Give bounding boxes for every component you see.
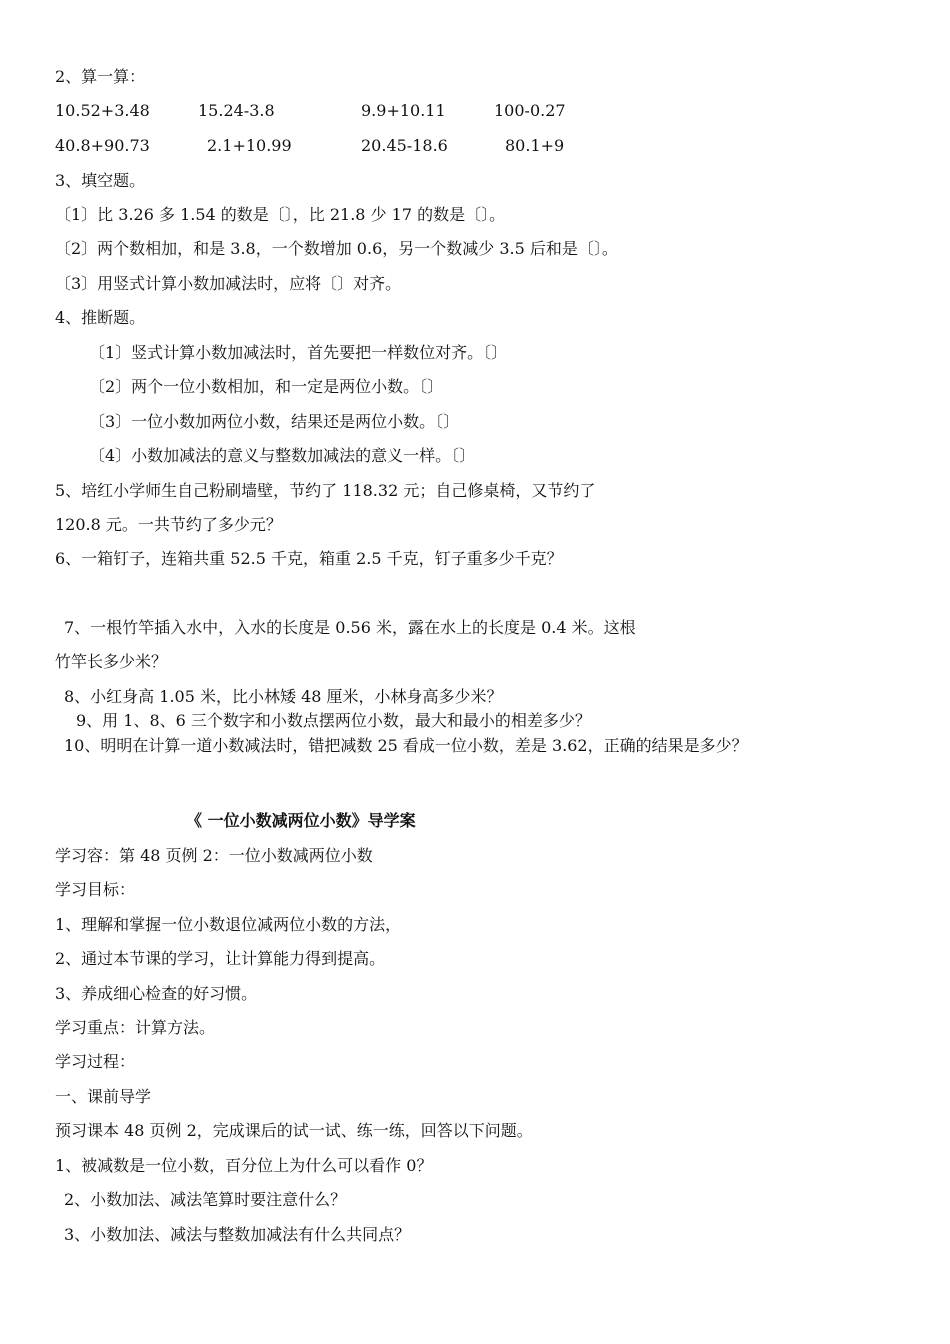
calc-item: 9.9+10.11 — [361, 101, 446, 120]
section-2-heading: 2、算一算： — [55, 67, 146, 86]
question-5: 5、培红小学师生自己粉刷墙壁，节约了 118.32 元；自己修桌椅，又节约了 — [55, 481, 596, 500]
section-3-heading: 3、填空题。 — [55, 171, 146, 190]
calc-item: 10.52+3.48 — [55, 101, 150, 120]
question-8: 8、小红身高 1.05 米，比小林矮 48 厘米，小林身高多少米？ — [64, 687, 503, 706]
goal-heading: 学习目标： — [55, 880, 136, 899]
goal-item: 3、养成细心检查的好习惯。 — [55, 984, 258, 1003]
question-10: 10、明明在计算一道小数减法时，错把减数 25 看成一位小数，差是 3.62，正确的结果是多少？ — [64, 736, 748, 755]
question-6: 6、一箱钉子，连箱共重 52.5 千克，箱重 2.5 千克，钉子重多少千克？ — [55, 549, 563, 568]
judge-item: 〔4〕小数加减法的意义与整数加减法的意义一样。〔〕 — [89, 446, 476, 465]
section-4-heading: 4、推断题。 — [55, 308, 146, 327]
calc-item: 40.8+90.73 — [55, 136, 150, 155]
fill-blank-item: 〔3〕用竖式计算小数加减法时，应将〔〕对齐。 — [55, 274, 402, 293]
preview-question: 2、小数加法、减法笔算时要注意什么？ — [64, 1190, 347, 1209]
question-9: 9、用 1、8、6 三个数字和小数点摆两位小数，最大和最小的相差多少？ — [76, 711, 591, 730]
preview-instruction: 预习课本 48 页例 2，完成课后的试一试、练一练，回答以下问题。 — [55, 1121, 533, 1140]
judge-item: 〔3〕一位小数加两位小数，结果还是两位小数。〔〕 — [89, 412, 460, 431]
question-7-cont: 竹竿长多少米？ — [55, 652, 168, 671]
key-point: 学习重点：计算方法。 — [55, 1018, 216, 1037]
question-7: 7、一根竹竿插入水中，入水的长度是 0.56 米，露在水上的长度是 0.4 米。这根 — [64, 618, 636, 637]
preview-question: 1、被减数是一位小数，百分位上为什么可以看作 0？ — [55, 1156, 433, 1175]
fill-blank-item: 〔1〕比 3.26 多 1.54 的数是〔〕，比 21.8 少 17 的数是〔〕。 — [55, 205, 506, 224]
calc-item: 20.45-18.6 — [361, 136, 448, 155]
calc-item: 100-0.27 — [494, 101, 566, 120]
calc-item: 2.1+10.99 — [207, 136, 292, 155]
process-heading: 学习过程： — [55, 1052, 136, 1071]
pre-study-heading: 一、课前导学 — [55, 1087, 152, 1106]
fill-blank-item: 〔2〕两个数相加，和是 3.8，一个数增加 0.6，另一个数减少 3.5 后和是〔〕。 — [55, 239, 618, 258]
goal-item: 1、理解和掌握一位小数退位减两位小数的方法， — [55, 915, 402, 934]
goal-item: 2、通过本节课的学习，让计算能力得到提高。 — [55, 949, 386, 968]
calc-item: 15.24-3.8 — [198, 101, 275, 120]
lesson-content: 学习容：第 48 页例 2：一位小数减两位小数 — [55, 846, 373, 865]
lesson-title: 《 一位小数减两位小数》导学案 — [186, 811, 416, 830]
preview-question: 3、小数加法、减法与整数加减法有什么共同点？ — [64, 1225, 411, 1244]
judge-item: 〔1〕竖式计算小数加减法时，首先要把一样数位对齐。〔〕 — [89, 343, 508, 362]
question-5-cont: 120.8 元。一共节约了多少元？ — [55, 515, 282, 534]
calc-item: 80.1+9 — [505, 136, 565, 155]
judge-item: 〔2〕两个一位小数相加，和一定是两位小数。〔〕 — [89, 377, 444, 396]
